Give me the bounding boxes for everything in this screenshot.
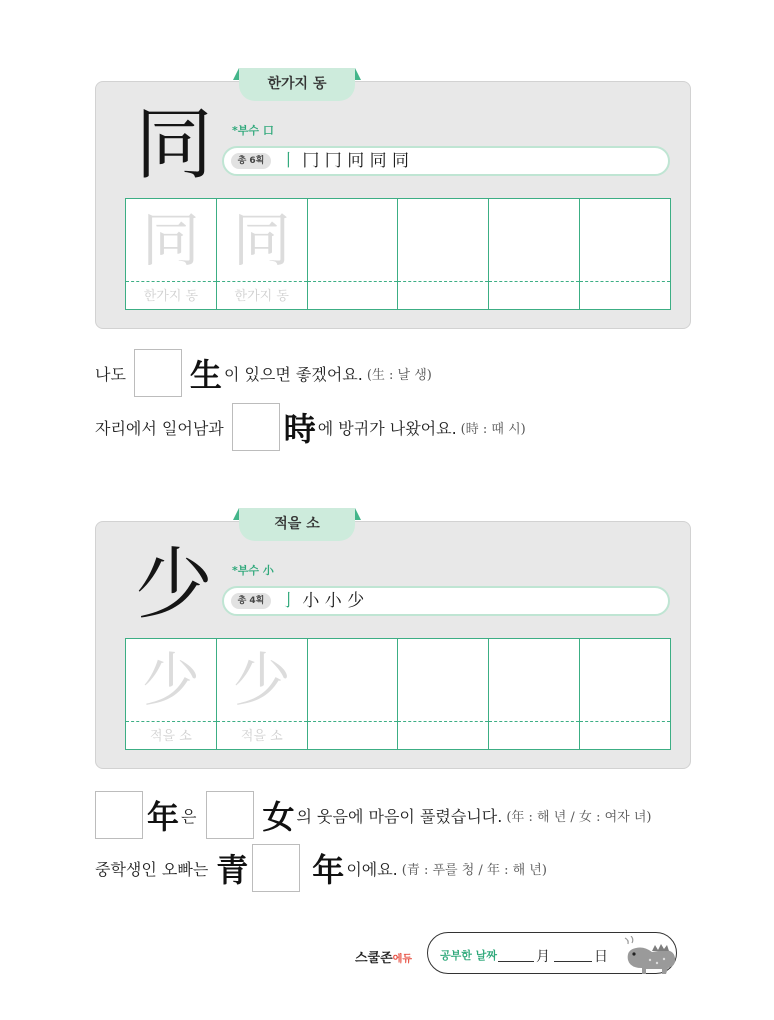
exercise-sentence-3: [95, 790, 651, 840]
trace-meaning: 적을 소: [150, 729, 192, 744]
hanja-note: (生 : 날 생): [366, 367, 432, 383]
sentence-prefix: 나도: [95, 364, 126, 384]
sentence-text: 은: [181, 806, 197, 826]
stroke-count-badge: 총 6획: [231, 153, 271, 169]
hanja-meaning-tab: 한가지 동: [239, 68, 355, 101]
practice-cell-empty[interactable]: [489, 639, 580, 749]
answer-box[interactable]: [252, 844, 300, 892]
guide-line: [398, 721, 488, 722]
hanja-note: (時 : 때 시): [460, 421, 526, 437]
day-unit: 日: [594, 949, 608, 965]
stroke-rest: 小 小 少: [297, 591, 365, 611]
practice-cell-empty[interactable]: [398, 199, 489, 309]
trace-character: 同: [141, 206, 200, 274]
hanja-character: 少: [134, 540, 213, 630]
guide-line: [489, 281, 579, 282]
practice-cell-empty[interactable]: [308, 199, 399, 309]
hanja-card-1: [95, 76, 691, 329]
sentence-hanja: 生: [189, 356, 222, 394]
answer-box[interactable]: [206, 791, 254, 839]
stroke-first: 亅: [280, 591, 297, 611]
stroke-sequence: [280, 149, 409, 173]
logo-main-text: 스쿨존: [355, 951, 393, 966]
hanja-meaning-tab: 적을 소: [239, 508, 355, 541]
logo-accent-text: 에듀: [392, 954, 413, 965]
sentence-suffix: 의 웃음에 마음이 풀렸습니다.: [296, 806, 503, 826]
answer-box[interactable]: [134, 349, 182, 397]
radical-label: *부수 口: [232, 124, 274, 137]
guide-line: [308, 281, 398, 282]
practice-cell-empty[interactable]: [580, 639, 670, 749]
guide-line: [217, 721, 307, 722]
sentence-hanja: 年: [312, 851, 345, 889]
stroke-sequence: [280, 589, 364, 613]
exercise-sentence-1: [95, 348, 432, 398]
trace-meaning: 한가지 동: [234, 289, 289, 304]
trace-meaning: 적을 소: [240, 729, 283, 744]
hanja-card-2: [95, 516, 691, 769]
trace-character: 少: [141, 646, 200, 714]
publisher-logo: [355, 947, 412, 966]
sentence-suffix: 이에요.: [346, 859, 398, 879]
trace-meaning: 한가지 동: [143, 289, 199, 304]
study-date-label: 공부한 날짜: [440, 949, 497, 962]
stroke-count-badge: 총 4획: [231, 593, 271, 609]
sentence-hanja: 女: [262, 798, 295, 836]
hanja-note: (青 : 푸를 청 / 年 : 해 년): [401, 862, 547, 878]
sentence-hanja: 年: [147, 798, 180, 836]
day-blank[interactable]: [554, 961, 592, 962]
guide-line: [126, 721, 216, 722]
guide-line: [489, 721, 579, 722]
sentence-prefix: 중학생인 오빠는: [95, 859, 209, 879]
writing-practice-grid: [125, 198, 671, 310]
month-unit: 月: [536, 949, 550, 965]
guide-line: [398, 281, 488, 282]
guide-line: [580, 281, 670, 282]
stroke-order-bar: [222, 586, 670, 616]
practice-cell-trace[interactable]: [217, 199, 308, 309]
writing-practice-grid: [125, 638, 671, 750]
stroke-first: 丨: [280, 151, 297, 171]
dinosaur-mascot-icon: [622, 936, 678, 976]
answer-box[interactable]: [232, 403, 280, 451]
guide-line: [580, 721, 670, 722]
month-blank[interactable]: [498, 961, 534, 962]
exercise-sentence-4: [95, 843, 547, 893]
guide-line: [217, 281, 307, 282]
guide-line: [126, 281, 216, 282]
practice-cell-trace[interactable]: [126, 199, 217, 309]
sentence-hanja: 青: [216, 851, 249, 889]
sentence-hanja: 時: [283, 410, 316, 448]
trace-character: 同: [232, 206, 291, 274]
trace-character: 少: [232, 646, 291, 714]
practice-cell-trace[interactable]: [217, 639, 308, 749]
sentence-suffix: 에 방귀가 나왔어요.: [317, 418, 457, 438]
guide-line: [308, 721, 398, 722]
sentence-prefix: 자리에서 일어남과: [95, 418, 224, 438]
sentence-suffix: 이 있으면 좋겠어요.: [223, 364, 363, 384]
practice-cell-trace[interactable]: [126, 639, 217, 749]
hanja-character: 同: [134, 100, 213, 190]
radical-label: *부수 小: [232, 564, 274, 577]
stroke-rest: 冂 冂 冋 同 同: [297, 151, 410, 171]
exercise-sentence-2: [95, 402, 526, 452]
practice-cell-empty[interactable]: [489, 199, 580, 309]
practice-cell-empty[interactable]: [580, 199, 670, 309]
hanja-note: (年 : 해 년 / 女 : 여자 녀): [506, 809, 652, 825]
practice-cell-empty[interactable]: [398, 639, 489, 749]
stroke-order-bar: [222, 146, 670, 176]
practice-cell-empty[interactable]: [308, 639, 399, 749]
answer-box[interactable]: [95, 791, 143, 839]
